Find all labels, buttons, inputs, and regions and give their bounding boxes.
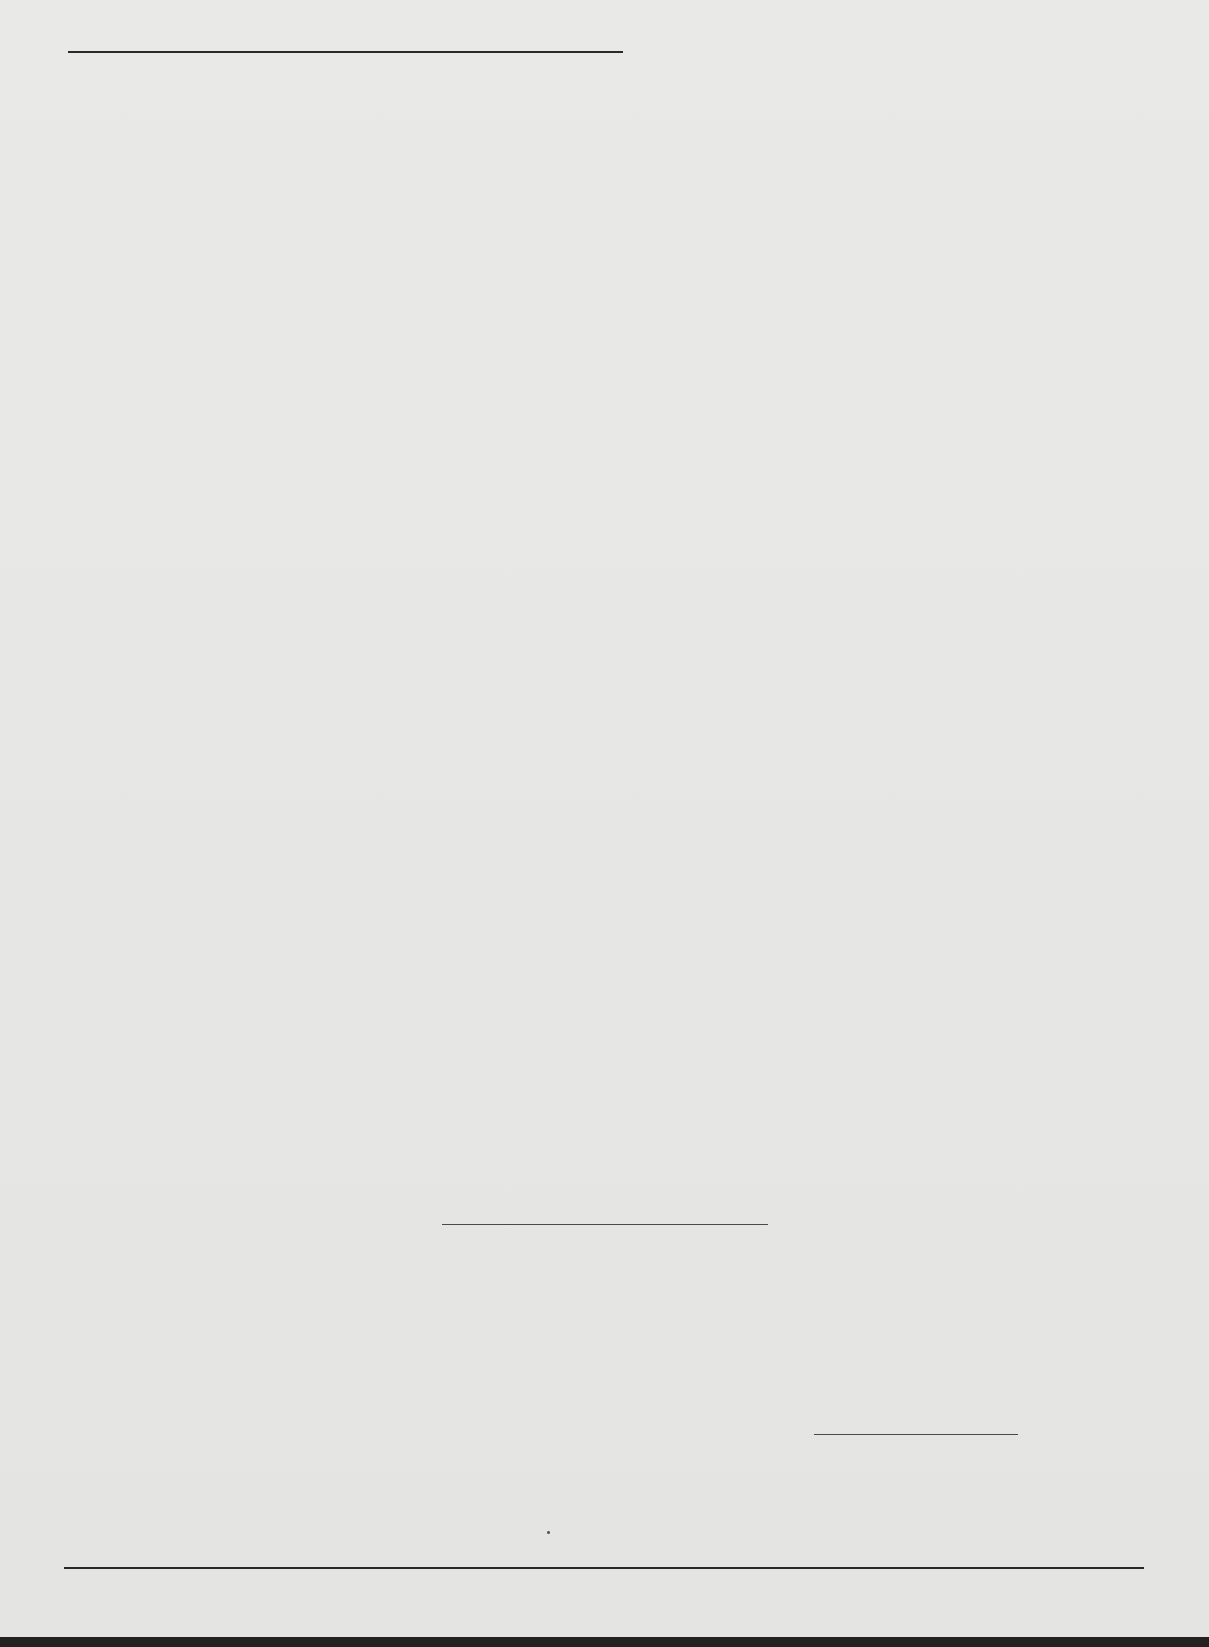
footer-rule [64,1567,1144,1569]
page-mark [547,1531,550,1534]
references-rule [442,1224,768,1225]
notes-rule [814,1434,1018,1435]
header-rule [68,51,623,53]
page-bottom-edge [0,1637,1209,1647]
